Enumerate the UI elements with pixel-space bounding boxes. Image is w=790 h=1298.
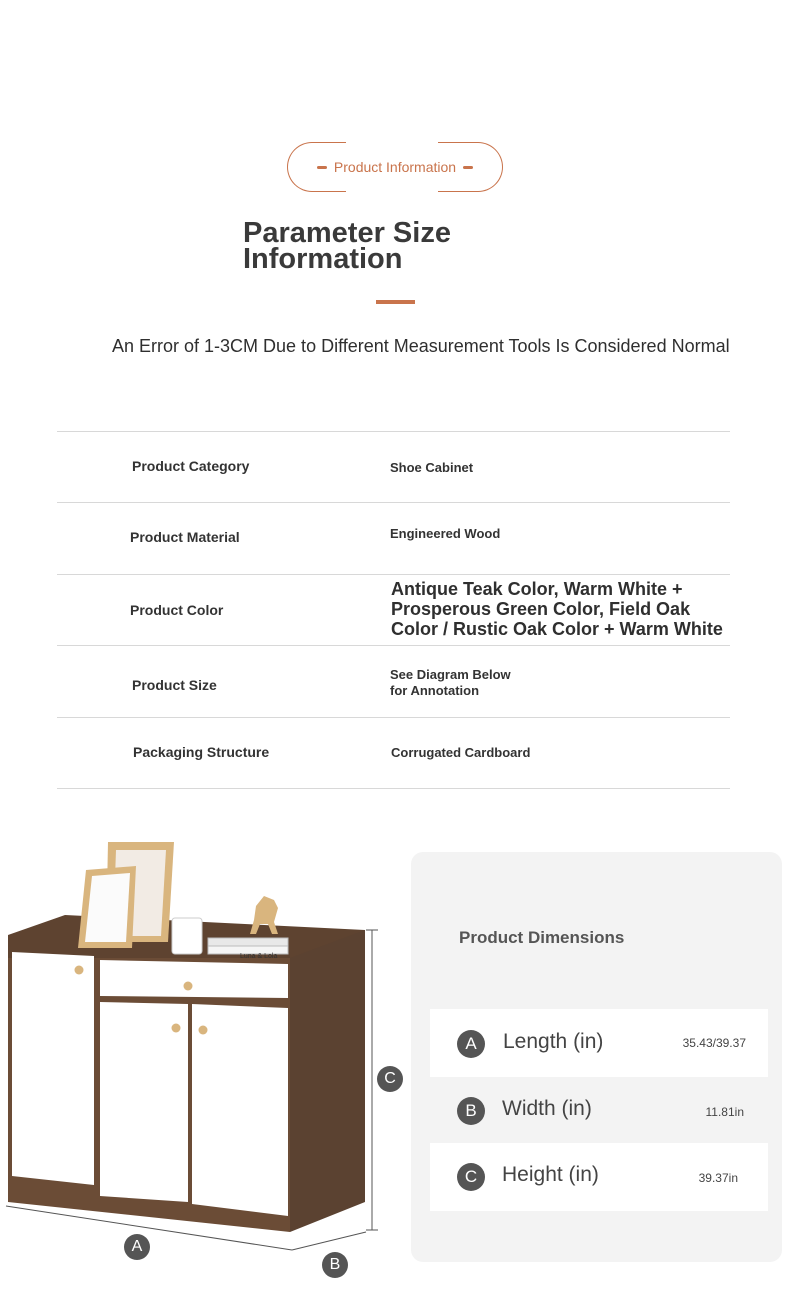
dimension-marker-c: C: [377, 1066, 403, 1092]
knob: [199, 1026, 208, 1035]
spec-value-size: [390, 667, 511, 699]
knob: [184, 982, 193, 991]
page-title: [243, 217, 543, 275]
cabinet-right-door: [192, 1004, 288, 1216]
dimension-label: Height (in): [502, 1163, 599, 1186]
dimension-row-length: [430, 1009, 768, 1077]
spec-label-packaging: Packaging Structure: [133, 744, 270, 760]
spec-value-material: Engineered Wood: [390, 526, 501, 541]
spec-value-size-line-2: for Annotation: [390, 683, 480, 698]
dimension-row-height: [430, 1143, 768, 1211]
spec-value-packaging: Corrugated Cardboard: [391, 745, 531, 760]
dimension-value: 39.37in: [698, 1171, 738, 1185]
title-accent-bar: [376, 300, 415, 304]
title-line-1: Parameter Size: [243, 217, 451, 249]
dimension-badge: B: [457, 1097, 485, 1125]
dimension-label: Width (in): [502, 1097, 592, 1120]
spec-value-category: Shoe Cabinet: [390, 460, 474, 475]
dimension-value: 35.43/39.37: [682, 1036, 746, 1050]
dimension-value: 11.81in: [705, 1105, 744, 1119]
table-divider: [57, 717, 730, 718]
cabinet-diagram: [0, 830, 410, 1290]
book: [208, 938, 288, 946]
dimension-label: Length (in): [503, 1030, 604, 1053]
dimension-line-b: [292, 1232, 366, 1250]
spec-label-material: Product Material: [130, 529, 240, 545]
knob: [75, 966, 84, 975]
dimension-row-width: [430, 1077, 768, 1145]
table-divider: [57, 645, 730, 646]
dimension-badge: C: [457, 1163, 485, 1191]
dimension-marker-b: B: [322, 1252, 348, 1278]
spec-label-category: Product Category: [132, 458, 250, 474]
dimension-badge: A: [457, 1030, 485, 1058]
section-badge: [287, 142, 503, 192]
dimension-marker-a: A: [124, 1234, 150, 1260]
knob: [172, 1024, 181, 1033]
table-divider: [57, 431, 730, 432]
picture-frame-front-art: [85, 873, 130, 942]
cabinet-side-panel: [290, 930, 365, 1232]
spec-label-color: Product Color: [130, 602, 224, 618]
table-divider: [57, 788, 730, 789]
badge-label: Product Information: [333, 159, 457, 175]
spec-value-color: Antique Teak Color, Warm White + Prosperous Green Color, Field Oak Color / Rustic Oak Color + Warm White: [391, 579, 723, 639]
book-title: Luna & Lola: [240, 953, 278, 960]
measurement-note: An Error of 1-3CM Due to Different Measurement Tools Is Considered Normal: [112, 336, 730, 356]
dimensions-title: Product Dimensions: [459, 928, 625, 947]
title-line-2: Information: [243, 243, 403, 275]
cabinet-drawer: [100, 960, 288, 998]
cabinet-left-door: [12, 952, 94, 1185]
spec-label-size: Product Size: [132, 677, 217, 693]
table-divider: [57, 574, 730, 575]
cup: [172, 918, 202, 954]
table-divider: [57, 502, 730, 503]
spec-value-size-line-1: See Diagram Below: [390, 667, 511, 682]
